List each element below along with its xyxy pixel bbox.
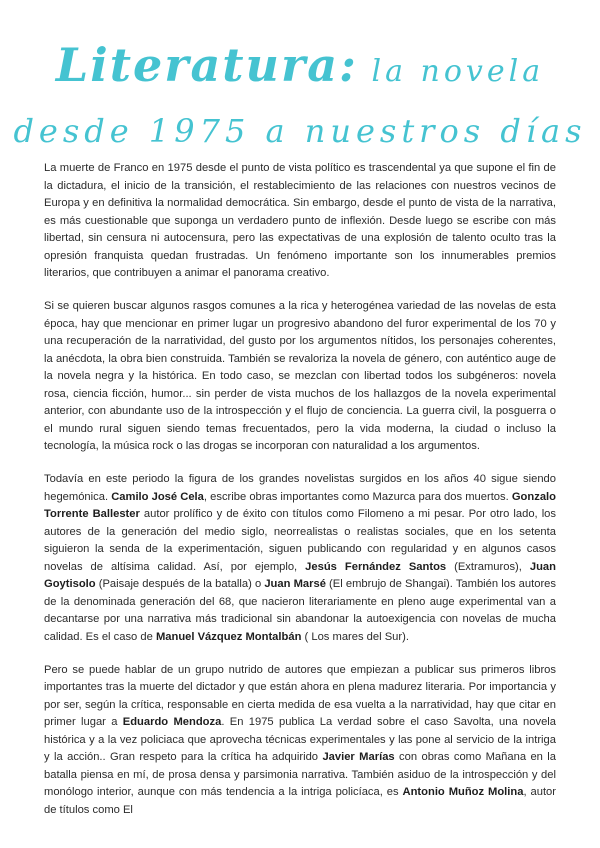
paragraph-4 xyxy=(44,662,556,820)
author-name: Gonzalo Torrente Ballester xyxy=(44,490,556,520)
document-body xyxy=(44,160,556,835)
author-name: Jesús Fernández Santos xyxy=(305,560,447,573)
text-run: Todavía en este periodo la figura de los grandes novelistas surgidos en los años 40 sigue siendo hegemónica. xyxy=(44,473,556,503)
text-run: (Paisaje después de la batalla) o xyxy=(95,578,265,590)
page-subtitle: desde 1975 a nuestros días xyxy=(13,112,587,150)
text-run: , autor de títulos como El xyxy=(44,786,557,816)
text-run: autor prolífico y de éxito con títulos como Filomeno a mi pesar. Por otro lado, los autores de la generación del medio siglo, neorrealistas o realistas sociales, que en los setenta siguieron la senda de la experimentación, siguen publicando con regularidad y en algunos casos novelas de altísima calidad. Así, por ejemplo, xyxy=(44,508,556,573)
author-name: Camilo José Cela xyxy=(111,490,204,503)
text-run: Pero se puede hablar de un grupo nutrido de autores que empiezan a publicar sus primeros libros importantes tras la muerte del dictador y que están ahora en plena madurez literaria. Por importancia y por ser, según la crítica, responsable en cierta medida de esa vuelta a la narratividad, hay que citar en primer lugar a xyxy=(44,663,556,728)
paragraph-2: Si se quieren buscar algunos rasgos comunes a la rica y heterogénea variedad de las novelas de esta época, hay que mencionar en primer lugar un progresivo abandono del furor experimental de los 70 y una recuperación de la narratividad, del gusto por los argumentos nítidos, los personajes coherentes, la anécdota, la obra bien construida. También se revaloriza la novela de género, con auténtico auge de la novela negra y la histórica. En todo caso, se mezclan con libertad todos los subgéneros: novela rosa, ciencia ficción, humor... sin perder de vista muchos de los hallazgos de la novela experimental anterior, con abundante uso de la introspección y el flujo de conciencia. La guerra civil, la posguerra o el mundo rural siguen siendo temas frecuentados, pero la vida moderna, la ciudad o incluso la tecnología, la música rock o las drogas se incorporan con naturalidad a los argumentos. xyxy=(44,300,556,452)
text-run: ( Los mares del Sur). xyxy=(301,630,409,643)
text-run: con obras como Mañana en la batalla piensa en mí, de prosa densa y parsimonia narrativa. También asiduo de la introspección y del monólogo interior, aunque con más tendencia a la intriga policíaca, es xyxy=(44,751,556,798)
text-run: (Extramuros), xyxy=(446,560,530,573)
text-run: . En 1975 publica La verdad sobre el caso Savolta, una novela histórica y a la vez policiaca que aprovecha técnicas experimentales y las pone al servicio de la intriga y la acción.. Gran respeto para la crítica ha adquirido xyxy=(44,716,557,763)
paragraph-3 xyxy=(44,471,556,646)
author-name: Eduardo Mendoza xyxy=(122,716,222,728)
text-run: , escribe obras importantes como Mazurca para dos muertos. xyxy=(203,490,512,503)
title-separator: : xyxy=(339,38,358,92)
text-run: (El embrujo de Shangai). También los autores de la denominada generación del 68, que nacieron literariamente en pleno auge experimental van a decantarse por una narrativa más tradicional sin abandonar la autoexigencia con novelas de mucha calidad. Es el caso de xyxy=(44,578,556,643)
author-name: Javier Marías xyxy=(322,751,395,763)
author-name: Juan Marsé xyxy=(264,578,326,590)
title-main: Literatura xyxy=(55,38,339,92)
author-name: Antonio Muñoz Molina xyxy=(402,786,524,798)
title-rest: la novela xyxy=(357,54,545,89)
paragraph-1: La muerte de Franco en 1975 desde el punto de vista político es trascendental ya que supone el fin de la dictadura, el inicio de la transición, el restablecimiento de las relaciones con nuestros vecinos de Europa y en definitiva la normalidad democrática. Sin embargo, desde el punto de vista de la narrativa, es más cuestionable que suponga un verdadero punto de inflexión. Desde luego se escribe con más libertad, sin censura ni autocensura, pero las expectativas de una explosión de talento oculto tras la opresión franquista quedan frustradas. Un fenómeno importante son los innumerables premios literarios, que contribuyen a animar el panorama creativo. xyxy=(44,162,556,279)
author-name: Juan Goytisolo xyxy=(44,560,556,590)
page-title xyxy=(0,38,600,92)
author-name: Manuel Vázquez Montalbán xyxy=(155,630,302,643)
